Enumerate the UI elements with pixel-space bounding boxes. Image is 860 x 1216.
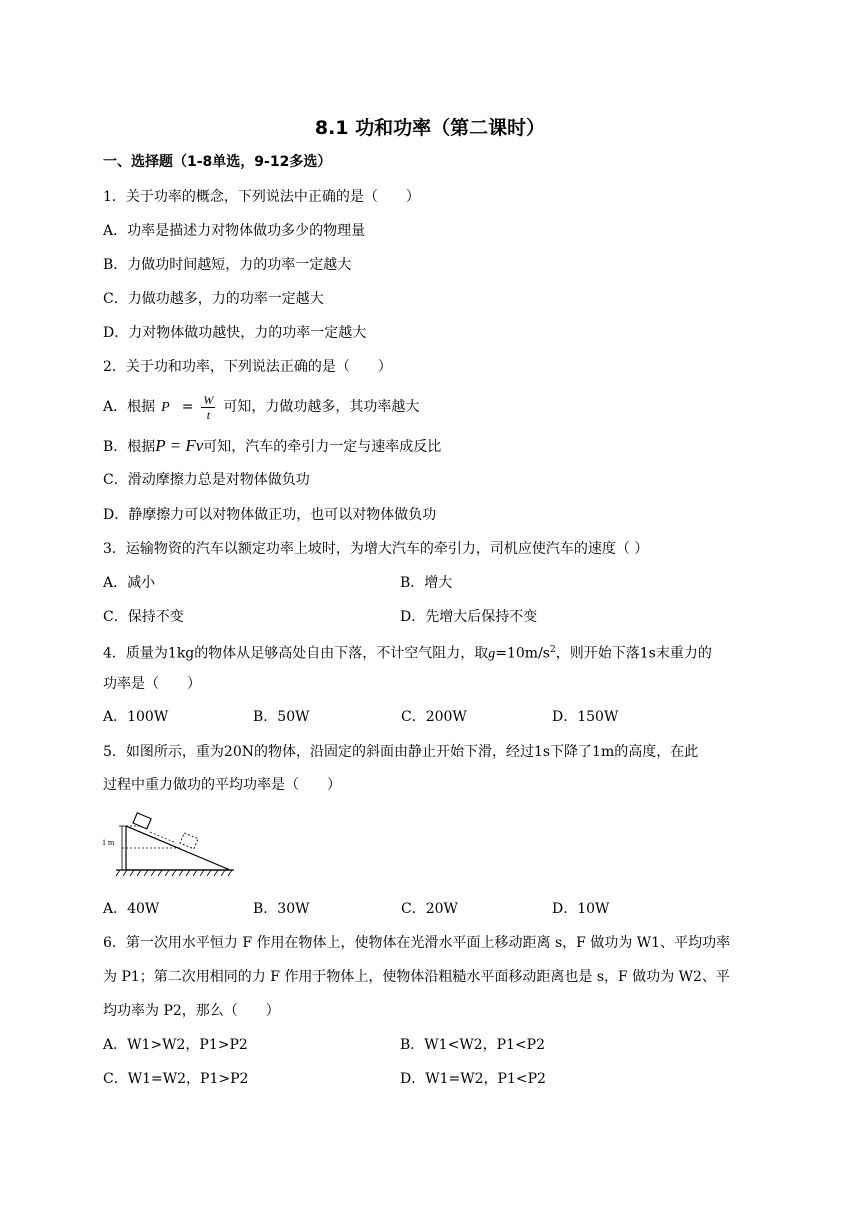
- q2-a-suffix: 可知，力做功越多，其功率越大: [223, 399, 420, 415]
- q5-stem-line2: 过程中重力做功的平均功率是（ ）: [103, 777, 341, 793]
- section-heading: 一、选择题（1-8单选，9-12多选）: [103, 154, 332, 170]
- q4-option-d: D．150W: [552, 709, 619, 725]
- ground-hatch: [116, 870, 232, 876]
- q6-stem-line2: 为 P1；第二次用相同的力 F 作用于物体上，使物体沿粗糙水平面移动距离也是 s，F 做功为 W2、平: [103, 969, 730, 985]
- q6-option-d: D．W1=W2，P1<P2: [400, 1071, 546, 1087]
- q4-stem-text-b: =10m/s: [495, 645, 550, 662]
- incline-figure: [100, 810, 240, 882]
- q6-option-c: C．W1=W2，P1>P2: [103, 1071, 249, 1087]
- q1-option-d: D．力对物体做功越快，力的功率一定越大: [103, 325, 367, 341]
- q1-option-c: C．力做功越多，力的功率一定越大: [103, 291, 324, 307]
- block-end: [180, 833, 198, 849]
- q6-stem-line3: 均功率为 P2，那么（ ）: [103, 1003, 280, 1019]
- height-label: 1 m: [102, 838, 115, 847]
- q1-option-b: B．力做功时间越短，力的功率一定越大: [103, 257, 352, 273]
- q3-option-d: D．先增大后保持不变: [400, 609, 538, 625]
- q1-option-a: A．功率是描述力对物体做功多少的物理量: [103, 223, 366, 239]
- q3-stem: 3．运输物资的汽车以额定功率上坡时，为增大汽车的牵引力，司机应使汽车的速度（ ）: [103, 541, 649, 557]
- q1-stem: 1．关于功率的概念，下列说法中正确的是（ ）: [103, 189, 420, 205]
- q2-a-fraction: [201, 393, 215, 422]
- q2-a-denominator: t: [206, 407, 211, 422]
- q2-a-prefix: A．根据: [103, 399, 156, 415]
- q3-option-b: B．增大: [400, 575, 453, 591]
- q5-option-d: D．10W: [552, 901, 610, 917]
- q5-option-a: A．40W: [103, 901, 160, 917]
- q2-b-prefix: B．根据: [103, 439, 156, 455]
- q3-option-c: C．保持不变: [103, 609, 184, 625]
- q2-a-eq: =: [181, 399, 194, 415]
- q2-a-p: P: [161, 400, 170, 415]
- q3-option-a: A．减小: [103, 575, 156, 591]
- q4-option-c: C．200W: [401, 709, 467, 725]
- q6-option-b: B．W1<W2，P1<P2: [400, 1037, 545, 1053]
- block-start: [133, 813, 151, 829]
- q2-a-numerator: W: [203, 392, 214, 407]
- q4-stem-line2: 功率是（ ）: [103, 676, 201, 692]
- q4-stem-text-a: 4．质量为1kg的物体从足够高处自由下落，不计空气阻力，取: [103, 645, 489, 662]
- q2-option-b: [103, 436, 441, 457]
- q4-option-b: B．50W: [253, 709, 310, 725]
- q2-option-c: C．滑动摩擦力总是对物体做负功: [103, 472, 310, 488]
- q5-option-b: B．30W: [253, 901, 310, 917]
- q6-option-a: A．W1>W2，P1>P2: [103, 1037, 248, 1053]
- q4-stem-line1: [103, 640, 712, 665]
- q2-stem: 2．关于功和功率，下列说法正确的是（ ）: [103, 359, 392, 375]
- q4-option-a: A．100W: [103, 709, 169, 725]
- q2-option-d: D．静摩擦力可以对物体做正功，也可以对物体做负功: [103, 507, 437, 523]
- q2-b-formula: P = Fv: [155, 436, 204, 455]
- q5-stem-line1: 5．如图所示，重为20N的物体，沿固定的斜面由静止开始下滑，经过1s下降了1m的高度，在此: [103, 744, 699, 760]
- q5-option-c: C．20W: [401, 901, 458, 917]
- q4-stem-text-c: ，则开始下落1s末重力的: [555, 645, 712, 662]
- page-title: 8.1 功和功率（第二课时）: [314, 117, 546, 139]
- q4-stem-sup: 2: [550, 645, 556, 655]
- q4-stem-g: g: [488, 646, 496, 662]
- q2-b-suffix: 可知，汽车的牵引力一定与速率成反比: [203, 439, 442, 455]
- q6-stem-line1: 6．第一次用水平恒力 F 作用在物体上，使物体在光滑水平面上移动距离 s，F 做功为 W1、平均功率: [103, 935, 731, 951]
- q2-option-a: [103, 392, 419, 423]
